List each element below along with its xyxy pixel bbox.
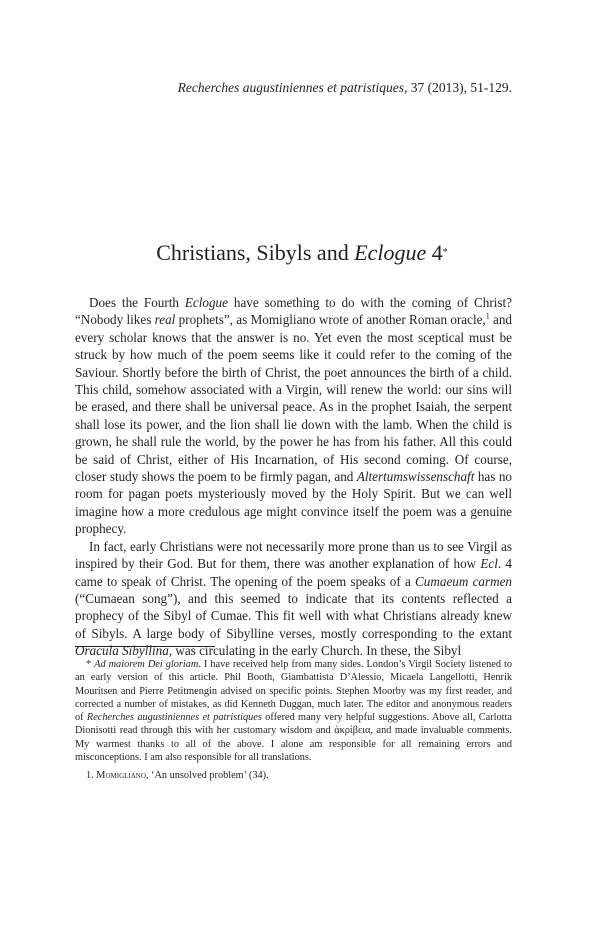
article-title — [0, 240, 604, 266]
italic-run: Recherches augustiniennes et patristiques — [86, 712, 262, 724]
italic-run: Altertumswissenschaft — [356, 469, 475, 485]
journal-name: Recherches augustiniennes et patristiques — [177, 80, 404, 95]
text-run: 1. — [86, 770, 97, 782]
body-paragraph — [75, 294, 512, 538]
body-paragraph — [75, 538, 512, 660]
italic-run: real — [154, 312, 176, 328]
italic-run: Eclogue — [184, 295, 228, 310]
italic-run: Ecl — [480, 556, 498, 572]
text-run: and every scholar knows that the answer is no. Yet even the most sceptical must be struck by how much of the poem seems like it could refer to the coming of the Saviour. Shortly before the birth of Christ, the poet announces the birth of a child. This child, somehow associated with a Virgin, will renew the world: our sins will be erased, and there shall be universal peace. As in the prophet Isaiah, the serpent shall lose its power, and the lion shall lie down with the lamb. When the child is grown, he shall rule the world, by the power he has from his father. All this could be said of Christ, either of His Incarnation, of His second coming. Of course, closer study shows the poem to be firmly pagan, and — [75, 312, 513, 485]
text-run: have something to do with the coming of Christ? “Nobody likes — [75, 295, 512, 328]
footnotes — [75, 658, 512, 788]
title-footnote-mark: * — [442, 247, 448, 258]
author-name: Momigliano — [96, 770, 146, 782]
italic-run: Cumaeum carmen — [415, 573, 512, 589]
title-italic: Eclogue — [354, 240, 427, 265]
footnote-ref: 1 — [485, 312, 490, 322]
text-run: (“Cumaean song”), and this seemed to indicate that its contents reflected a prophecy of the Sibyl of Cumae. This fit well with what Christians already knew of Sibyls. A large body of Sibylline verses, mostly corresponding to the extant — [75, 590, 512, 641]
text-run: Does the Fourth — [89, 295, 185, 310]
journal-citation-header — [178, 80, 512, 96]
text-run: . I have received help from many sides. London’s Virgil Society listened to an early version of this article. Phil Booth, Giambattista D’Alessio, Micaela Langellotti, Henrik Mouritsen and Pierre Petitmengin advised on specific points. Stephen Moorby was my first reader, and corrected a number of mistakes, as did Kenneth Duggan, much later. The editor and anonymous readers of — [75, 659, 512, 724]
text-run: . 4 came to speak of Christ. The opening of the poem speaks of a — [75, 556, 512, 589]
footnote-separator — [75, 646, 215, 647]
title-number: 4 — [426, 240, 443, 265]
volume-pages: , 37 (2013), 51-129. — [404, 80, 512, 95]
title-main: Christians, Sibyls and — [156, 240, 355, 265]
text-run: offered many very helpful suggestions. Above all, Carlotta Dionisotti read through this with her customary wisdom and ἀκρίβεια, and made invaluable comments. My warmest thanks to all of the above. I alone am responsible for all remaining errors and misconceptions. I am also responsible for all translations. — [75, 712, 512, 764]
footnote-acknowledgements — [75, 658, 512, 764]
text-run: * — [86, 659, 95, 670]
text-run: has no room for pagan poets mysteriously moved by the Holy Spirit. But we can well imagine how a more credulous age might convince itself the poem was a genuine prophecy. — [75, 469, 512, 537]
text-run: In fact, early Christians were not necessarily more prone than us to see Virgil as inspired by their God. But for them, there was another explanation of how — [75, 538, 512, 572]
text-run: , ‘An unsolved problem’ (34). — [145, 770, 269, 782]
italic-run: Oracula Sibyllina — [75, 643, 169, 659]
text-run: , was circulating in the early Church. In these, the Sibyl — [168, 643, 462, 659]
italic-run: Ad maiorem Dei gloriam — [94, 659, 199, 670]
text-run: prophets”, as Momigliano wrote of another Roman oracle, — [175, 312, 486, 328]
article-body — [75, 294, 512, 660]
footnote-1 — [75, 769, 512, 782]
